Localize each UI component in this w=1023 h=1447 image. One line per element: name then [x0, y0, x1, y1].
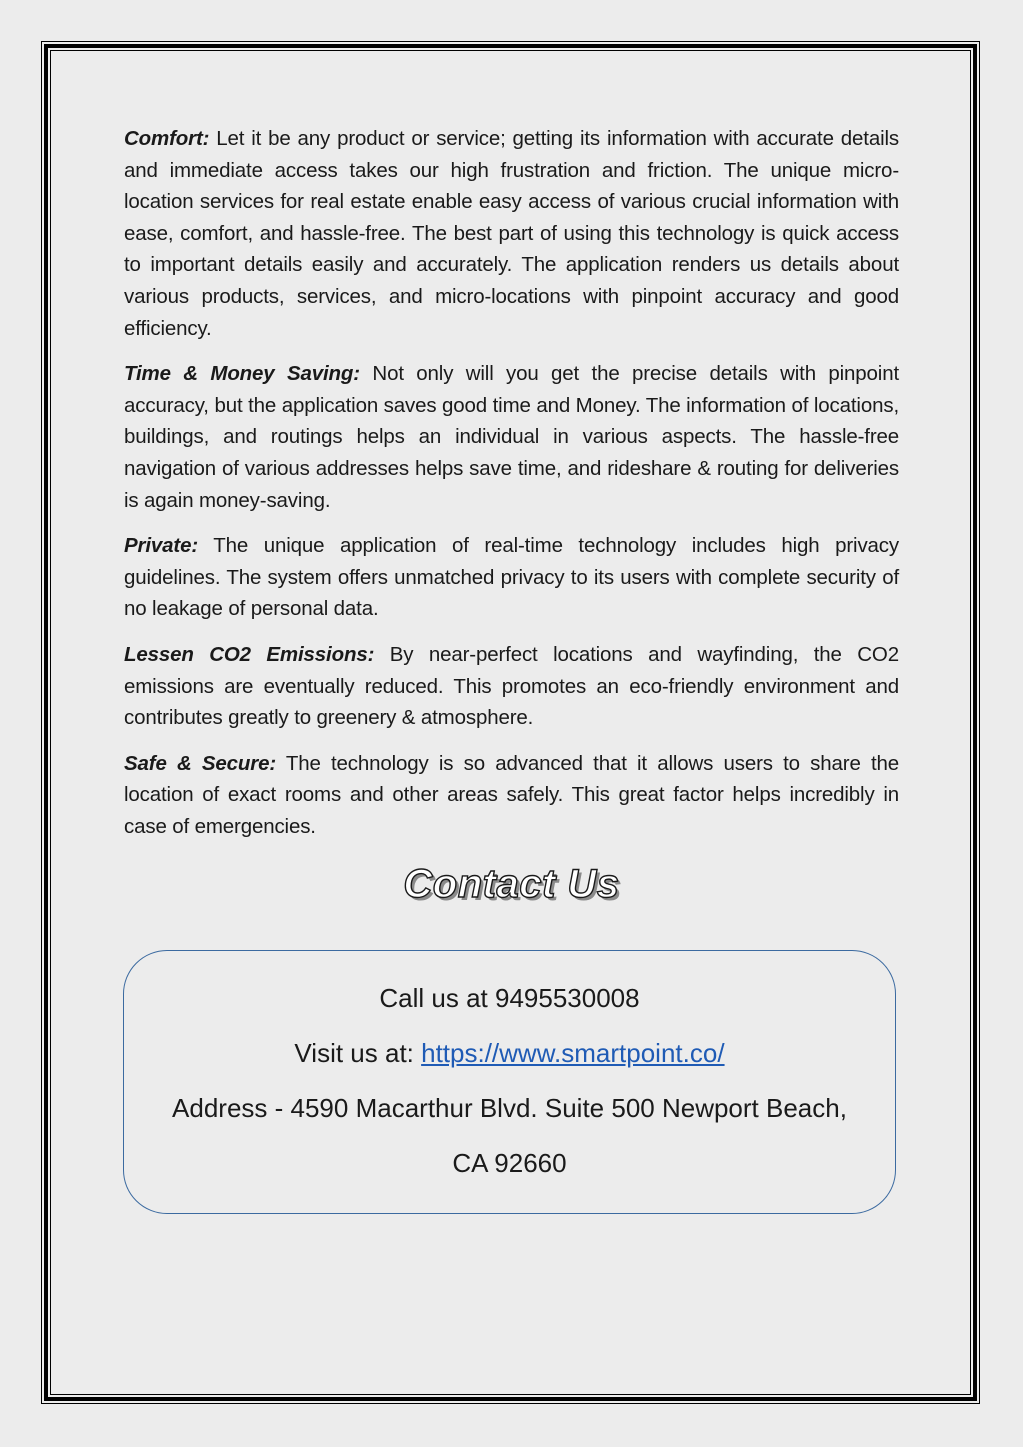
- paragraph-text: By near-perfect locations and wayfinding, the CO2 emissions are eventually reduced. This promotes an eco-friendly environment and contributes greatly to greenery & atmosphere.: [124, 642, 899, 730]
- website-link[interactable]: https://www.smartpoint.co/: [421, 1038, 725, 1068]
- benefits-section: [124, 123, 899, 856]
- visit-label: Visit us at:: [294, 1038, 422, 1068]
- paragraph-private: [124, 530, 899, 625]
- call-line: Call us at 9495530008: [379, 983, 640, 1013]
- paragraph-comfort: [124, 123, 899, 344]
- paragraph-lead: Lessen CO2 Emissions:: [124, 642, 375, 666]
- paragraph-lead: Comfort:: [124, 127, 210, 150]
- paragraph-co2: [124, 639, 899, 734]
- contact-box: [123, 950, 896, 1214]
- address-line-2: CA 92660: [452, 1148, 567, 1178]
- paragraph-safe-secure: [124, 748, 899, 843]
- paragraph-lead: Private:: [124, 534, 199, 558]
- visit-line: [124, 1026, 895, 1081]
- paragraph-text: Not only will you get the precise details with pinpoint accuracy, but the application saves good time and Money. The information of locations, buildings, and routings helps an individual in various aspects. The hassle-free navigation of various addresses helps save time, and rideshare & routing for deliveries is again money-saving.: [124, 362, 899, 512]
- paragraph-text: The unique application of real-time technology includes high privacy guidelines. The system offers unmatched privacy to its users with complete security of no leakage of personal data.: [124, 534, 899, 621]
- paragraph-lead: Safe & Secure:: [124, 751, 276, 775]
- contact-heading: Contact Us: [403, 862, 620, 906]
- paragraph-time-money: [124, 358, 899, 516]
- address-line-1: Address - 4590 Macarthur Blvd. Suite 500 Newport Beach,: [172, 1093, 847, 1123]
- paragraph-text: Let it be any product or service; getting its information with accurate details and immediate access takes our high frustration and friction. The unique micro-location services for real estate enable easy access of various crucial information with ease, comfort, and hassle-free. The best part of using this technology is quick access to important details easily and accurately. The application renders us details about various products, services, and micro-locations with pinpoint accuracy and good efficiency.: [124, 127, 899, 340]
- paragraph-lead: Time & Money Saving:: [124, 362, 360, 386]
- paragraph-text: The technology is so advanced that it allows users to share the location of exact rooms and other areas safely. This great factor helps incredibly in case of emergencies.: [124, 751, 899, 838]
